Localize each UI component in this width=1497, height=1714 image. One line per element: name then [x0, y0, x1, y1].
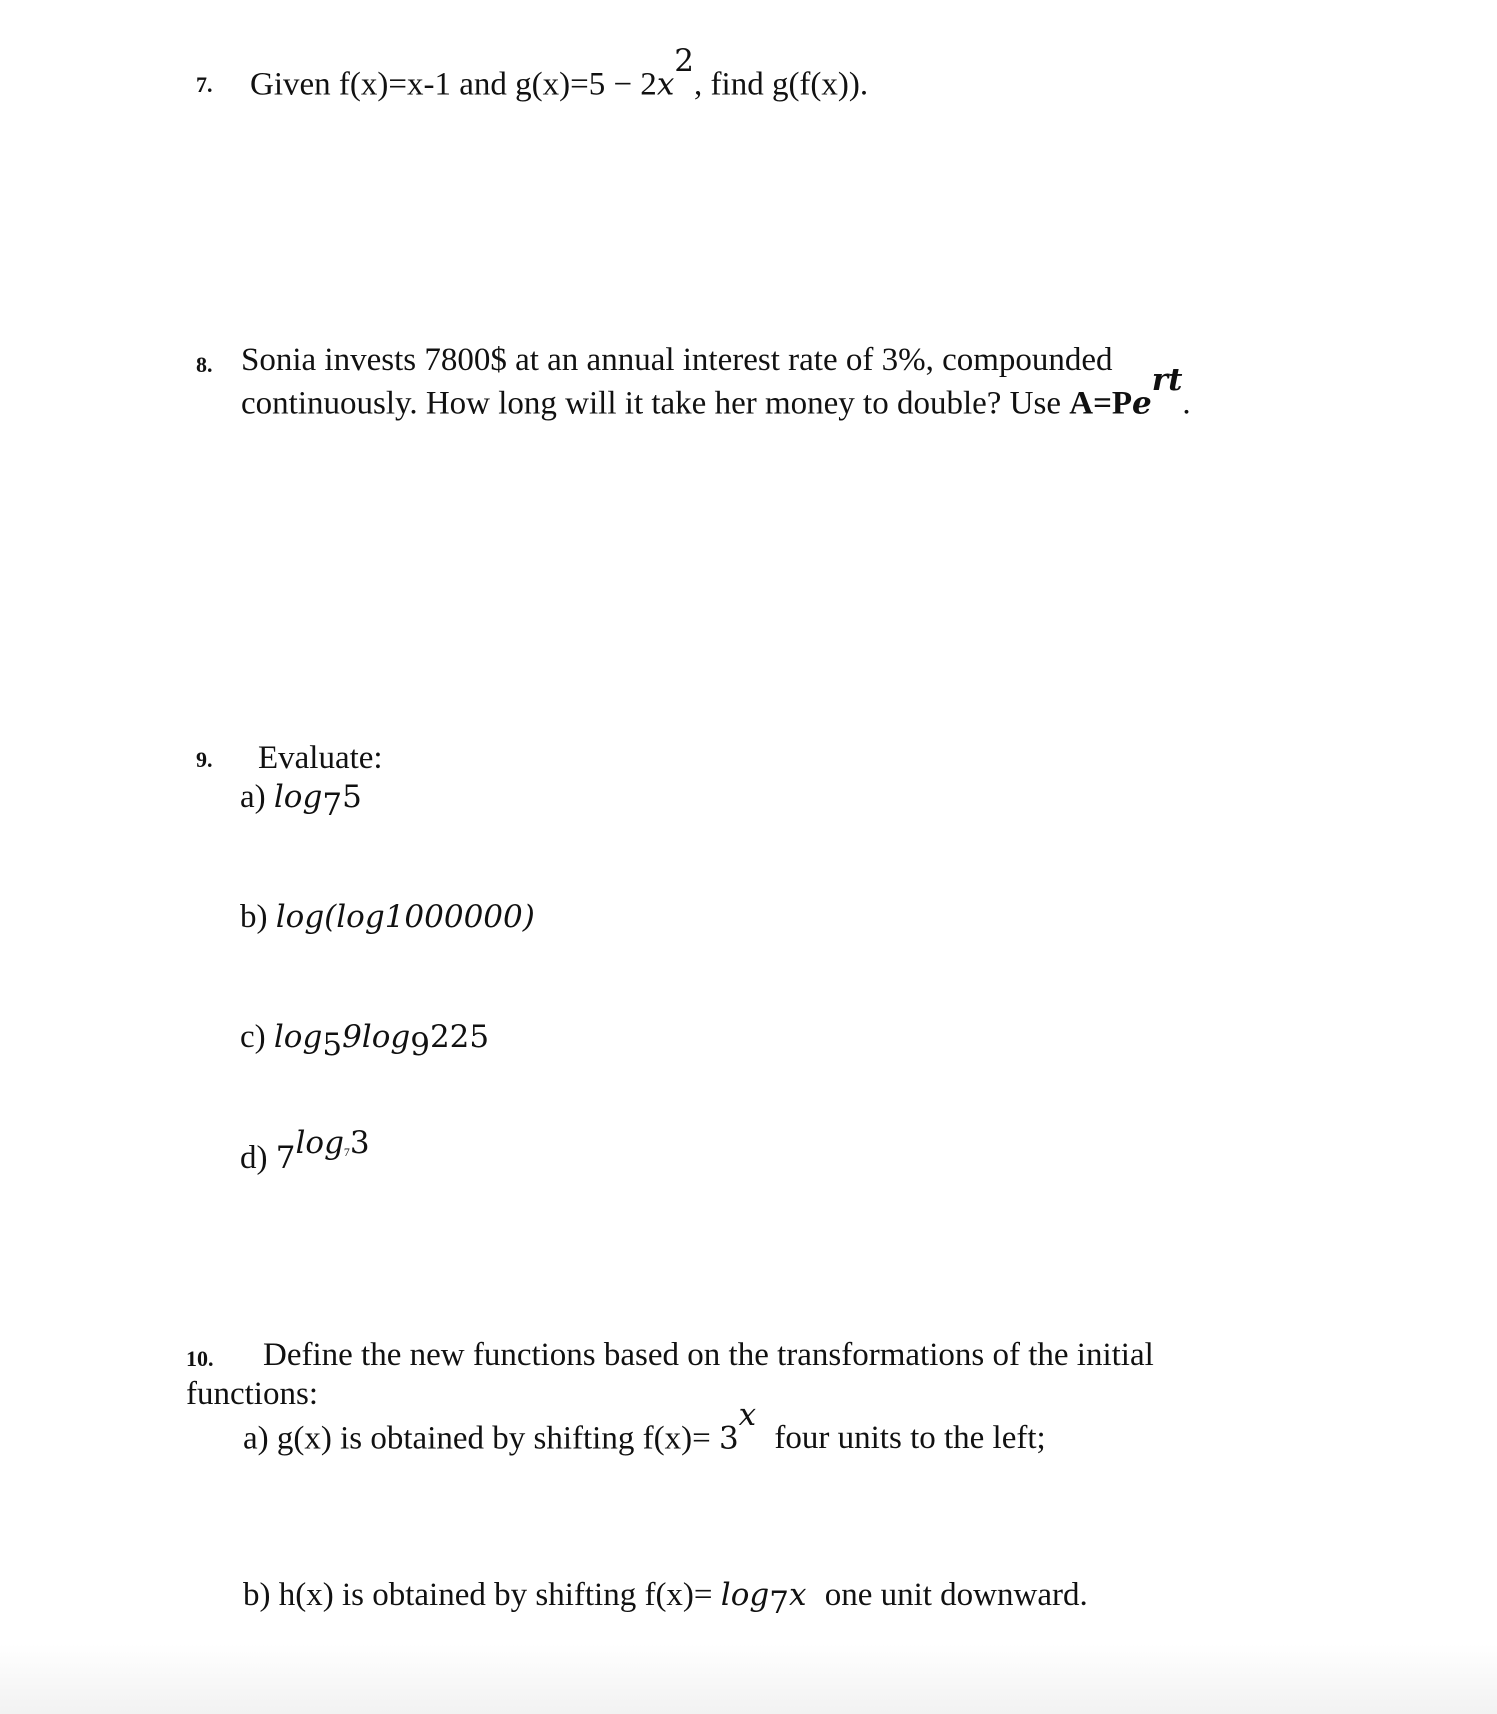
question-7-number: 7. — [196, 72, 213, 97]
question-9c-base1: 5 — [322, 1026, 343, 1063]
question-8-number: 8. — [196, 352, 213, 377]
question-10a-exp: x — [738, 1397, 757, 1433]
question-8-formula-exponent: rt — [1151, 362, 1183, 398]
question-9c-arg2: 225 — [429, 1019, 490, 1055]
question-10-line1: Define the new functions based on the transformations of the initial — [263, 1337, 1154, 1373]
question-9b-expr: log(log1000000) — [275, 899, 535, 935]
question-7-exponent: 2 — [674, 43, 695, 79]
question-9d-exp-sub: 7 — [343, 1145, 350, 1160]
question-10a-text-a: g(x) is obtained by shifting f(x)= — [276, 1420, 719, 1457]
question-9b-label: b) — [240, 899, 268, 935]
question-10b-text-a: h(x) is obtained by shifting f(x)= — [278, 1577, 721, 1613]
question-7-var-x: x — [656, 66, 675, 103]
question-8-line2-text: continuously. How long will it take her money to double? Use — [241, 385, 1070, 422]
question-10-number: 10. — [186, 1346, 214, 1371]
question-8-formula-e: e — [1132, 385, 1152, 422]
question-7-text-b: , find g(f(x)). — [694, 66, 869, 103]
question-9c-base2: 9 — [410, 1026, 430, 1063]
question-10b-label: b) — [243, 1577, 271, 1613]
question-10a-label: a) — [243, 1420, 269, 1457]
question-10a — [243, 1397, 1046, 1458]
question-9a-log: log — [273, 779, 323, 815]
question-10b — [243, 1575, 1088, 1621]
question-9d — [240, 1125, 370, 1178]
question-8-line2 — [241, 362, 1191, 423]
question-9c-mid: 9log — [342, 1019, 411, 1055]
question-8-formula-base: A=P — [1069, 385, 1133, 422]
question-9d-base: 7 — [275, 1140, 296, 1176]
question-9a — [240, 777, 362, 823]
question-9d-label: d) — [240, 1140, 268, 1176]
question-9c — [240, 1017, 490, 1063]
question-9d-exp-arg: 3 — [349, 1125, 370, 1162]
question-9-title: Evaluate: — [258, 740, 383, 776]
question-10b-sub: 7 — [769, 1584, 789, 1621]
question-9a-arg: 5 — [342, 779, 362, 815]
question-9a-base: 7 — [322, 786, 343, 823]
question-7-text-a: Given f(x)=x-1 and g(x)=5 − 2 — [250, 66, 657, 103]
question-10b-log: log — [720, 1577, 770, 1613]
question-8-formula-end: . — [1182, 385, 1191, 422]
question-9c-label: c) — [240, 1019, 266, 1055]
question-9a-label: a) — [240, 779, 266, 815]
question-10a-base: 3 — [718, 1420, 739, 1457]
question-9b — [240, 897, 535, 937]
question-10a-text-b: four units to the left; — [774, 1420, 1046, 1457]
question-10b-arg: x — [788, 1577, 807, 1613]
question-10b-text-b: one unit downward. — [824, 1577, 1088, 1613]
question-10-line2: functions: — [186, 1376, 318, 1412]
question-9d-exp-log: log — [295, 1125, 344, 1162]
question-9c-log1: log — [273, 1019, 323, 1055]
page-bottom-shade — [0, 1644, 1497, 1714]
question-8-line1: Sonia invests 7800$ at an annual interest rate of 3%, compounded — [241, 342, 1113, 378]
question-9-number: 9. — [196, 747, 213, 772]
question-7-text — [250, 43, 869, 104]
